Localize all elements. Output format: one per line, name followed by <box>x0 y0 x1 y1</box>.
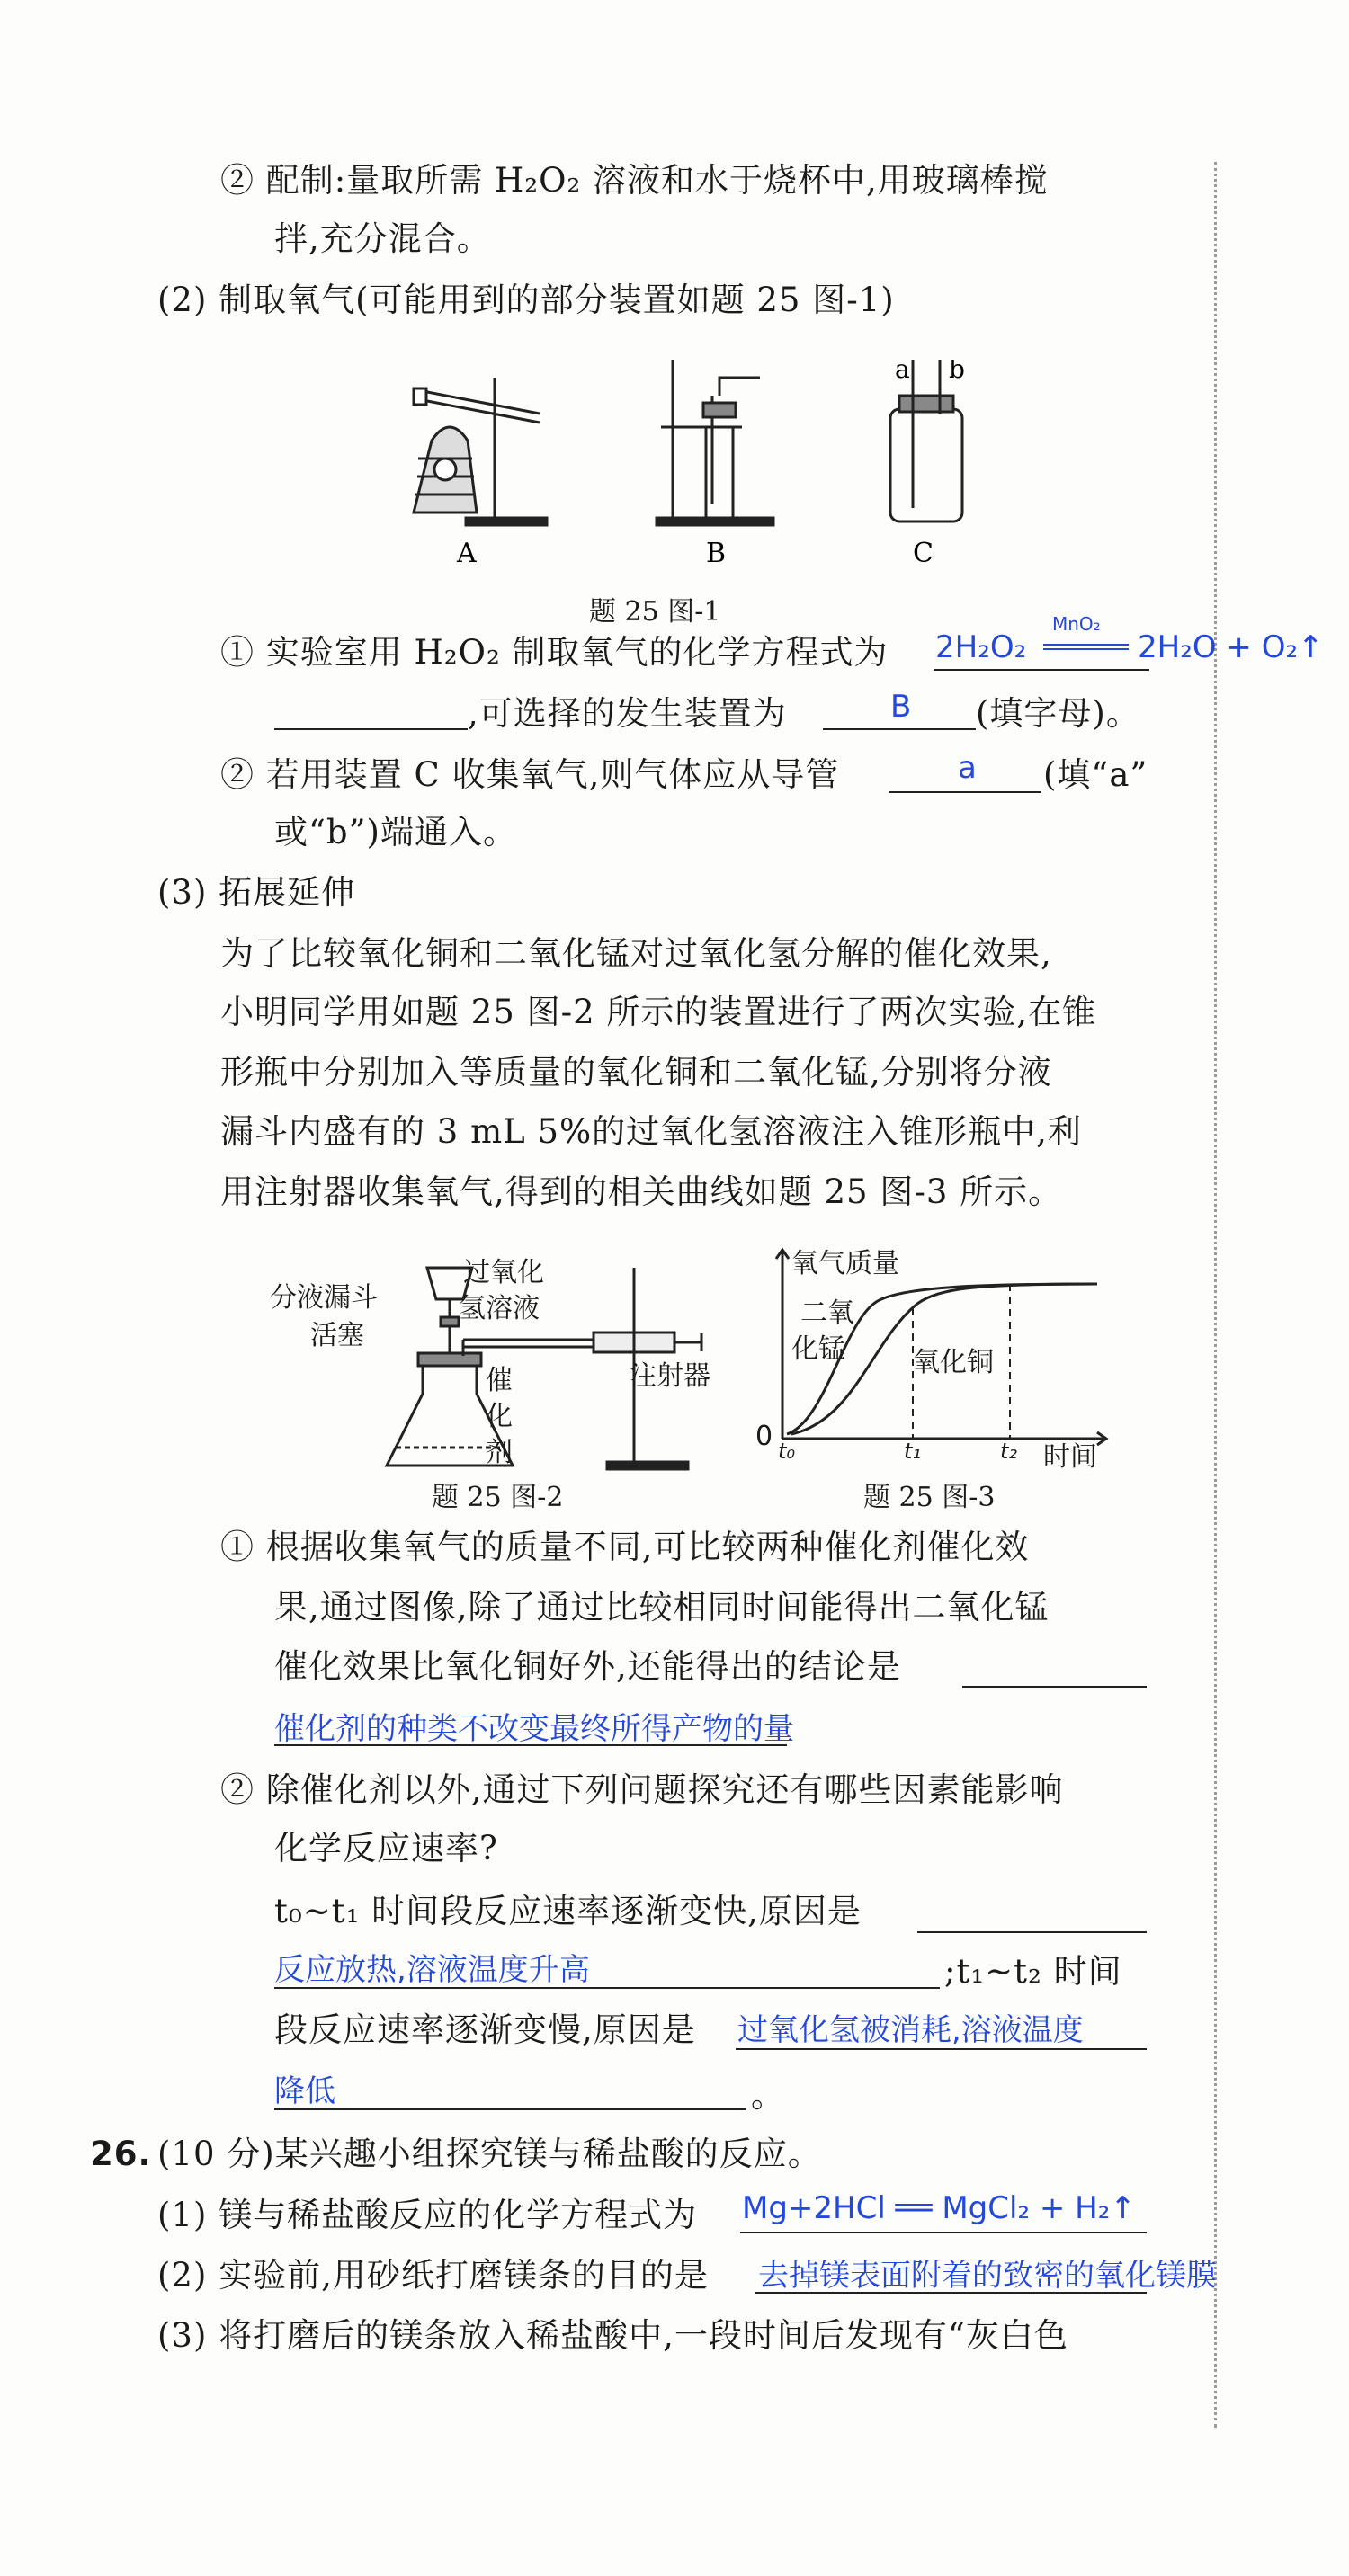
section-2-heading: (2) 制取氧气(可能用到的部分装置如题 25 图-1) <box>157 281 895 319</box>
eq-question-line-2: ,可选择的发生装置为 <box>468 694 787 733</box>
fig3-origin: 0 <box>755 1421 773 1452</box>
eq-question-line-2-end: (填字母)。 <box>976 694 1140 733</box>
collect-underline <box>889 791 1041 793</box>
rate-answer-2b: 降低 <box>274 2073 335 2109</box>
prep-line-1: ② 配制:量取所需 H₂O₂ 溶液和水于烧杯中,用玻璃棒搅 <box>220 161 1049 200</box>
eq-arrow-top <box>1043 644 1129 646</box>
question-26-stem: (10 分)某兴趣小组探究镁与稀盐酸的反应。 <box>157 2135 822 2173</box>
device-underline <box>823 728 976 730</box>
rate-question-line-1: ② 除催化剂以外,通过下列问题探究还有哪些因素能影响 <box>220 1770 1064 1809</box>
conclusion-question-line-3: 催化效果比氧化铜好外,还能得出的结论是 <box>274 1647 901 1686</box>
fig2-label-cat-2: 化 <box>486 1401 513 1432</box>
q26-part-3: (3) 将打磨后的镁条放入稀盐酸中,一段时间后发现有“灰白色 <box>157 2316 1068 2355</box>
eq-answer-lhs: 2H₂O₂ <box>935 629 1027 665</box>
fig1-port-a: a <box>895 360 910 384</box>
eq-answer-catalyst: MnO₂ <box>1052 613 1101 635</box>
eq-arrow-bottom <box>1043 648 1129 650</box>
collect-question-line-2: 或“b”)端通入。 <box>274 813 517 851</box>
q26-part-1-answer: Mg+2HCl ══ MgCl₂ + H₂↑ <box>742 2190 1136 2226</box>
collect-question-line-1: ② 若用装置 C 收集氧气,则气体应从导管 <box>220 755 840 794</box>
fig2-label-cat-3: 剂 <box>486 1437 513 1468</box>
fig2-caption: 题 25 图-2 <box>432 1482 564 1513</box>
para-line-1: 为了比较氧化铜和二氧化锰对过氧化氢分解的催化效果, <box>220 934 1052 973</box>
fig3-ylabel: 氧气质量 <box>791 1248 899 1279</box>
rate-underline-2 <box>274 1987 940 1989</box>
question-26-number: 26. <box>90 2135 152 2173</box>
eq-question-line-1: ① 实验室用 H₂O₂ 制取氧气的化学方程式为 <box>220 633 889 672</box>
fig1-caption: 题 25 图-1 <box>589 596 721 628</box>
para-line-5: 用注射器收集氧气,得到的相关曲线如题 25 图-3 所示。 <box>220 1172 1063 1211</box>
rate-question-end: 。 <box>751 2076 785 2115</box>
rate-underline-4 <box>274 2108 746 2110</box>
prep-line-2: 拌,充分混合。 <box>274 219 491 258</box>
collect-answer: a <box>958 750 977 786</box>
collect-question-line-1-end: (填“a” <box>1043 755 1148 794</box>
conclusion-question-line-2: 果,通过图像,除了通过比较相同时间能得出二氧化锰 <box>274 1588 1050 1627</box>
fig2-label-syringe: 注射器 <box>630 1360 710 1392</box>
fig3-cuo: 氧化铜 <box>913 1347 994 1378</box>
rate-question-line-2: 化学反应速率? <box>274 1829 498 1867</box>
figure-25-1 <box>387 360 1016 566</box>
fig3-t2: t₂ <box>1000 1439 1018 1464</box>
fig2-label-funnel: 分液漏斗 <box>270 1282 378 1314</box>
section-3-heading: (3) 拓展延伸 <box>157 873 356 912</box>
fig3-t1: t₁ <box>904 1439 922 1464</box>
para-line-2: 小明同学用如题 25 图-2 所示的装置进行了两次实验,在锥 <box>220 993 1097 1031</box>
conclusion-answer: 催化剂的种类不改变最终所得产物的量 <box>274 1711 794 1747</box>
eq-underline-2 <box>274 728 468 730</box>
rate-answer-1: 反应放热,溶液温度升高 <box>274 1952 590 1988</box>
conclusion-underline-2 <box>274 1744 787 1746</box>
conclusion-underline-1 <box>962 1686 1147 1688</box>
fig3-caption: 题 25 图-3 <box>863 1482 996 1513</box>
device-answer: B <box>890 689 912 725</box>
conclusion-question-line-1: ① 根据收集氧气的质量不同,可比较两种催化剂催化效 <box>220 1528 1030 1566</box>
fig1-label-c: C <box>913 538 934 566</box>
rate-underline-3 <box>736 2048 1147 2050</box>
eq-answer-rhs: 2H₂O + O₂↑ <box>1138 629 1324 665</box>
fig1-label-b: B <box>706 538 727 566</box>
fig2-label-h2o2-2: 氢溶液 <box>459 1293 540 1324</box>
fig3-mno2-1: 二氧 <box>800 1297 854 1329</box>
fig3-t0: t₀ <box>778 1439 796 1464</box>
fig1-label-a: A <box>457 538 477 566</box>
q26-part-1: (1) 镁与稀盐酸反应的化学方程式为 <box>157 2196 698 2234</box>
fig2-label-h2o2-1: 过氧化 <box>463 1257 544 1288</box>
rate-underline-1 <box>917 1931 1147 1933</box>
para-line-3: 形瓶中分别加入等质量的氧化铜和二氧化锰,分别将分液 <box>220 1053 1052 1092</box>
apparatus-a <box>414 378 547 525</box>
q26-part-2: (2) 实验前,用砂纸打磨镁条的目的是 <box>157 2256 709 2295</box>
q26-part-1-underline <box>740 2232 1147 2233</box>
eq-underline-1 <box>934 669 1149 671</box>
fig3-xlabel: 时间 <box>1043 1441 1097 1473</box>
rate-question-mid: ;t₁~t₂ 时间 <box>944 1952 1122 1991</box>
q26-part-2-underline <box>755 2292 1147 2294</box>
fig2-label-stopcock: 活塞 <box>310 1320 364 1351</box>
rate-answer-2a: 过氧化氢被消耗,溶液温度 <box>737 2012 1084 2048</box>
apparatus-c <box>890 360 962 521</box>
apparatus-b <box>657 360 773 525</box>
fig3-mno2-2: 化锰 <box>791 1333 845 1365</box>
margin-dotted-line <box>1214 162 1217 2428</box>
rate-question-line-3: t₀~t₁ 时间段反应速率逐渐变快,原因是 <box>274 1892 862 1930</box>
fig1-port-b: b <box>949 360 965 384</box>
fig2-label-cat-1: 催 <box>486 1365 513 1396</box>
para-line-4: 漏斗内盛有的 3 mL 5%的过氧化氢溶液注入锥形瓶中,利 <box>220 1112 1082 1151</box>
rate-question-line-5: 段反应速率逐渐变慢,原因是 <box>274 2010 696 2049</box>
q26-part-2-answer: 去掉镁表面附着的致密的氧化镁膜 <box>758 2258 1217 2294</box>
